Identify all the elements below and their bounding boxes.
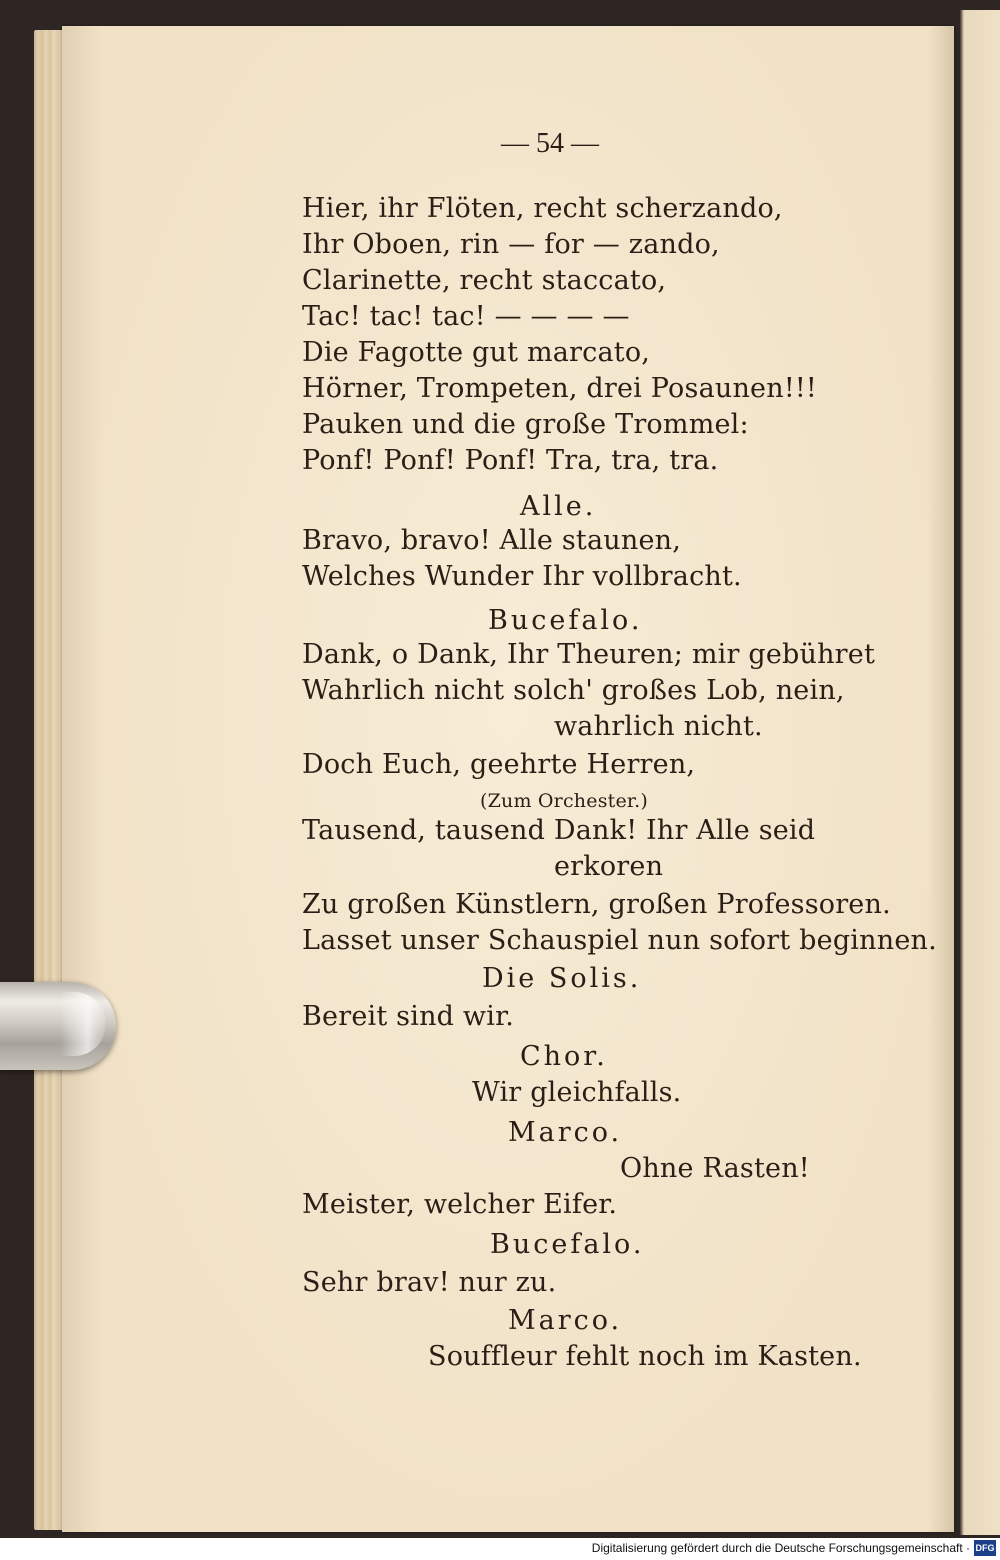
speaker-name: Die Solis. xyxy=(482,963,642,994)
clamp-highlight xyxy=(60,992,106,1056)
verse-line: Pauken und die große Trommel: xyxy=(302,409,749,440)
speaker-name: Bucefalo. xyxy=(488,605,643,636)
funding-credit: Digitalisierung gefördert durch die Deutsche Forschungsgemeinschaft · xyxy=(591,1541,970,1555)
verse-line: Ohne Rasten! xyxy=(620,1153,810,1184)
verse-line: Hörner, Trompeten, drei Posaunen!!! xyxy=(302,373,817,404)
verse-line: Ihr Oboen, rin — for — zando, xyxy=(302,229,720,260)
verse-line: Wir gleichfalls. xyxy=(472,1077,682,1108)
verse-line: Zu großen Künstlern, großen Professoren. xyxy=(302,889,891,920)
verse-line: Ponf! Ponf! Ponf! Tra, tra, tra. xyxy=(302,445,719,476)
verse-line: Bereit sind wir. xyxy=(302,1001,514,1032)
glass-page-clamp xyxy=(0,982,116,1070)
verse-line: Doch Euch, geehrte Herren, xyxy=(302,749,696,780)
verse-line: Meister, welcher Eifer. xyxy=(302,1189,618,1220)
verse-line: erkoren xyxy=(554,851,664,882)
verse-line: Souffleur fehlt noch im Kasten. xyxy=(428,1341,862,1372)
verse-line: Clarinette, recht staccato, xyxy=(302,265,667,296)
speaker-name: Bucefalo. xyxy=(490,1229,645,1260)
verse-line: Die Fagotte gut marcato, xyxy=(302,337,651,368)
speaker-name: Chor. xyxy=(520,1041,608,1072)
verse-line: wahrlich nicht. xyxy=(554,711,763,742)
verse-line: Bravo, bravo! Alle staunen, xyxy=(302,525,682,556)
speaker-name: Marco. xyxy=(508,1117,623,1148)
speaker-name: Alle. xyxy=(520,491,597,522)
dfg-logo-icon: DFG xyxy=(974,1540,996,1556)
verse-line: Wahrlich nicht solch' großes Lob, nein, xyxy=(302,675,845,706)
stage-direction: (Zum Orchester.) xyxy=(480,790,648,812)
verse-line: Lasset unser Schauspiel nun sofort beginnen. xyxy=(302,925,937,956)
verse-line: Welches Wunder Ihr vollbracht. xyxy=(302,561,742,592)
verse-line: Tausend, tausend Dank! Ihr Alle seid xyxy=(302,815,816,846)
verse-line: Hier, ihr Flöten, recht scherzando, xyxy=(302,193,783,224)
page-number: — 54 — xyxy=(501,128,599,159)
verse-line: Dank, o Dank, Ihr Theuren; mir gebühret xyxy=(302,639,876,670)
verse-line: Sehr brav! nur zu. xyxy=(302,1267,557,1298)
verse-line: Tac! tac! tac! — — — — xyxy=(302,301,630,332)
speaker-name: Marco. xyxy=(508,1305,623,1336)
